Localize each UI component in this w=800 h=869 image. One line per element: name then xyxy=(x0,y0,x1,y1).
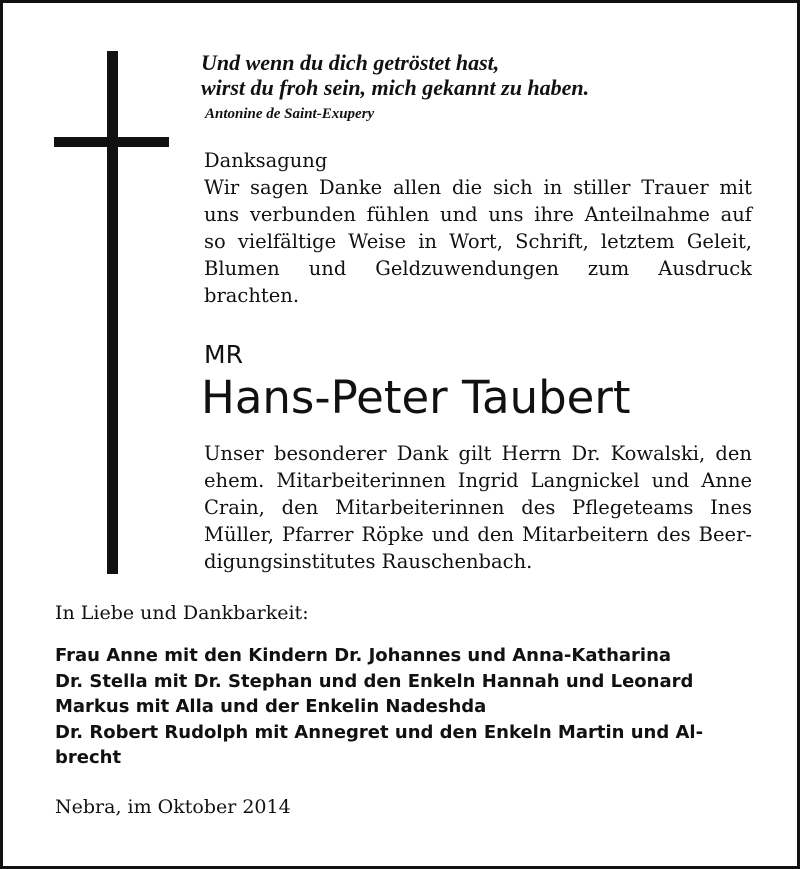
place-date: Nebra, im Oktober 2014 xyxy=(55,796,291,818)
family-line: Markus mit Alla und der Enkelin Nadeshda xyxy=(55,696,487,717)
quote-line-1: Und wenn du dich getröstet hast, xyxy=(201,50,500,75)
special-thanks-line: ehem. Mitarbeiterinnen Ingrid Langnickel und Anne xyxy=(204,469,752,492)
deceased-name: Hans-Peter Taubert xyxy=(201,371,631,424)
thanks-line: Blumen und Geldzuwendungen zum Ausdruck xyxy=(204,257,752,280)
special-thanks-line: Crain, den Mitarbeiterinnen des Pflegeteams Ines xyxy=(204,496,752,519)
deceased-title: MR xyxy=(204,340,243,369)
family-line: Dr. Robert Rudolph mit Annegret und den Enkeln Martin und Al- xyxy=(55,721,704,743)
cross-icon-horizontal-bar xyxy=(54,137,169,147)
special-thanks-text xyxy=(204,440,752,575)
thanks-line: brachten. xyxy=(204,284,300,307)
special-thanks-line: digungsinstitutes Rauschenbach. xyxy=(204,550,533,573)
thanks-line: Wir sagen Danke allen die sich in stiller Trauer mit xyxy=(204,176,752,199)
greeting: In Liebe und Dankbarkeit: xyxy=(55,602,309,624)
family-line: Dr. Stella mit Dr. Stephan und den Enkeln Hannah und Leonard xyxy=(55,670,694,692)
family-signatures xyxy=(55,643,745,771)
family-line: Frau Anne mit den Kindern Dr. Johannes und Anna-Katharina xyxy=(55,645,672,666)
thanks-line: so vielfältige Weise in Wort, Schrift, letztem Geleit, xyxy=(204,230,752,253)
special-thanks-line: Müller, Pfarrer Röpke und den Mitarbeitern des Beer- xyxy=(204,523,752,546)
quote-line-2: wirst du froh sein, mich gekannt zu haben. xyxy=(201,75,590,100)
quote xyxy=(201,50,721,100)
cross-icon-vertical-bar xyxy=(107,51,118,574)
quote-author: Antonine de Saint-Exupery xyxy=(205,106,375,122)
thanks-text xyxy=(204,174,752,309)
thanks-line: uns verbunden fühlen und uns ihre Anteilnahme auf xyxy=(204,203,752,226)
special-thanks-line: Unser besonderer Dank gilt Herrn Dr. Kowalski, den xyxy=(204,442,752,465)
family-line: brecht xyxy=(55,747,122,768)
thanks-heading: Danksagung xyxy=(204,149,328,172)
